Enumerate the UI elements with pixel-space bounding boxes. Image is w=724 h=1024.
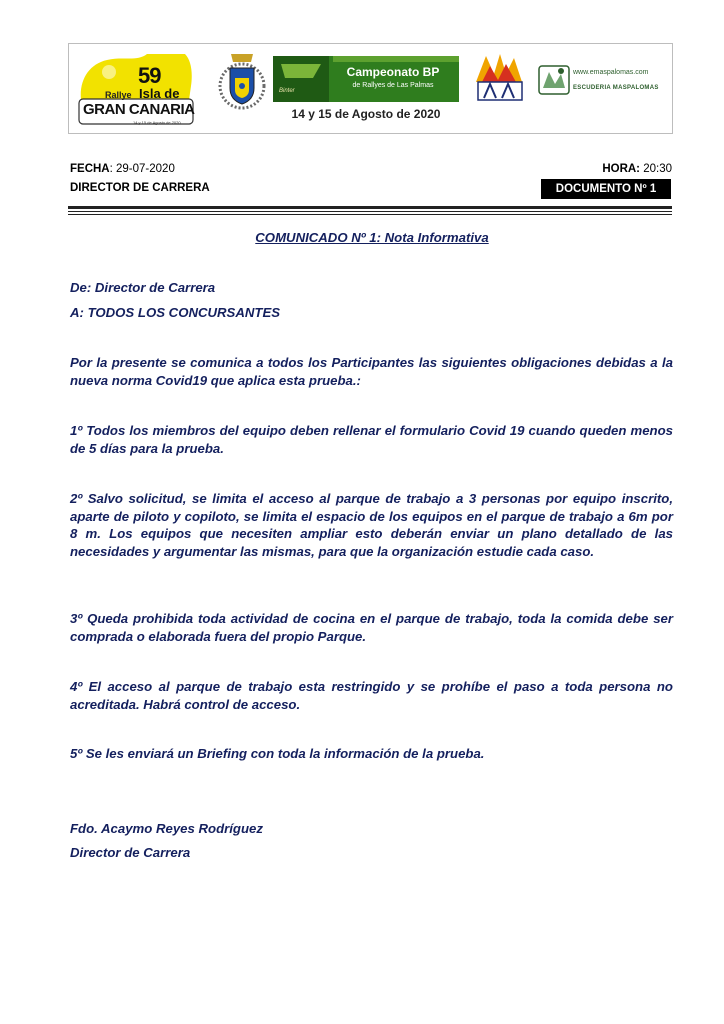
divider-thin [68, 211, 672, 212]
item-1: 1º Todos los miembros del equipo deben rellenar el formulario Covid 19 cuando queden menos de 5 días para la prueba. [70, 423, 673, 456]
divider-thin-2 [68, 214, 672, 215]
rally-word: Rallye [105, 90, 132, 100]
from-line: De: Director de Carrera [70, 280, 216, 295]
sponsor-brand: Binter [279, 88, 295, 94]
communique-heading: COMUNICADO Nº 1: Nota Informativa [255, 230, 489, 245]
intro-paragraph: Por la presente se comunica a todos los Participantes las siguientes obligaciones debidas a la nueva norma Covid19 que aplica esta prueba.: [70, 355, 673, 388]
to-line: A: TODOS LOS CONCURSANTES [70, 305, 281, 320]
item-5: 5º Se les enviará un Briefing con toda la información de la prueba. [70, 746, 485, 761]
fecha-value: : 29-07-2020 [109, 163, 175, 175]
rally-dates-small: 14 y 15 de Agosto de 2020 [133, 120, 181, 125]
header-banner [68, 43, 673, 134]
club-emblem-icon [537, 62, 571, 98]
signature-name: Fdo. Acaymo Reyes Rodríguez [70, 821, 263, 836]
municipal-shield-logo [217, 52, 267, 112]
hora-value: 20:30 [640, 163, 672, 175]
rally-number: 59 [138, 63, 161, 88]
signature-title: Director de Carrera [70, 845, 191, 860]
club-name: ESCUDERIA MASPALOMAS [573, 85, 659, 91]
championship-title: Campeonato BP [346, 65, 440, 79]
hora-label: HORA: [602, 163, 641, 175]
rally-place: GRAN CANARIA [83, 101, 195, 118]
championship-logo [273, 56, 459, 102]
item-4: 4º El acceso al parque de trabajo esta restringido y se prohíbe el paso a toda persona no acreditada. Habrá control de acceso. [70, 679, 673, 712]
event-date: 14 y 15 de Agosto de 2020 [291, 107, 441, 121]
rally-isla: Isla de [139, 86, 180, 101]
shield-icon [217, 52, 267, 112]
championship-banner-icon [273, 56, 459, 102]
item-3: 3º Queda prohibida toda actividad de cocina en el parque de trabajo, toda la comida debe ser comprada o elaborada fuera del propio Parque. [70, 611, 673, 644]
championship-subtitle: de Rallyes de Las Palmas [352, 82, 434, 89]
federation-logo [472, 52, 526, 104]
federation-emblem-icon [472, 52, 526, 104]
director-label: DIRECTOR DE CARRERA [70, 182, 210, 194]
item-2: 2º Salvo solicitud, se limita el acceso al parque de trabajo a 3 personas por equipo inscrito, aparte de piloto y copiloto, se limita el espacio de los equipos en el parque de trabajo a 6m por 8 m. Los equipos que necesiten ampliar esto deberán enviar un plano detallado de las necesidades y argumentar las mismas, para que la organización estudie cada caso. [70, 491, 673, 559]
fecha-line [70, 163, 175, 175]
hora-line [602, 163, 672, 175]
divider-thick [68, 206, 672, 209]
fecha-label: FECHA [70, 163, 110, 175]
club-logo [537, 62, 663, 102]
rally-logo [75, 50, 197, 126]
club-url: www.emaspalomas.com [573, 69, 649, 76]
document-number-badge: DOCUMENTO Nº 1 [541, 179, 671, 199]
